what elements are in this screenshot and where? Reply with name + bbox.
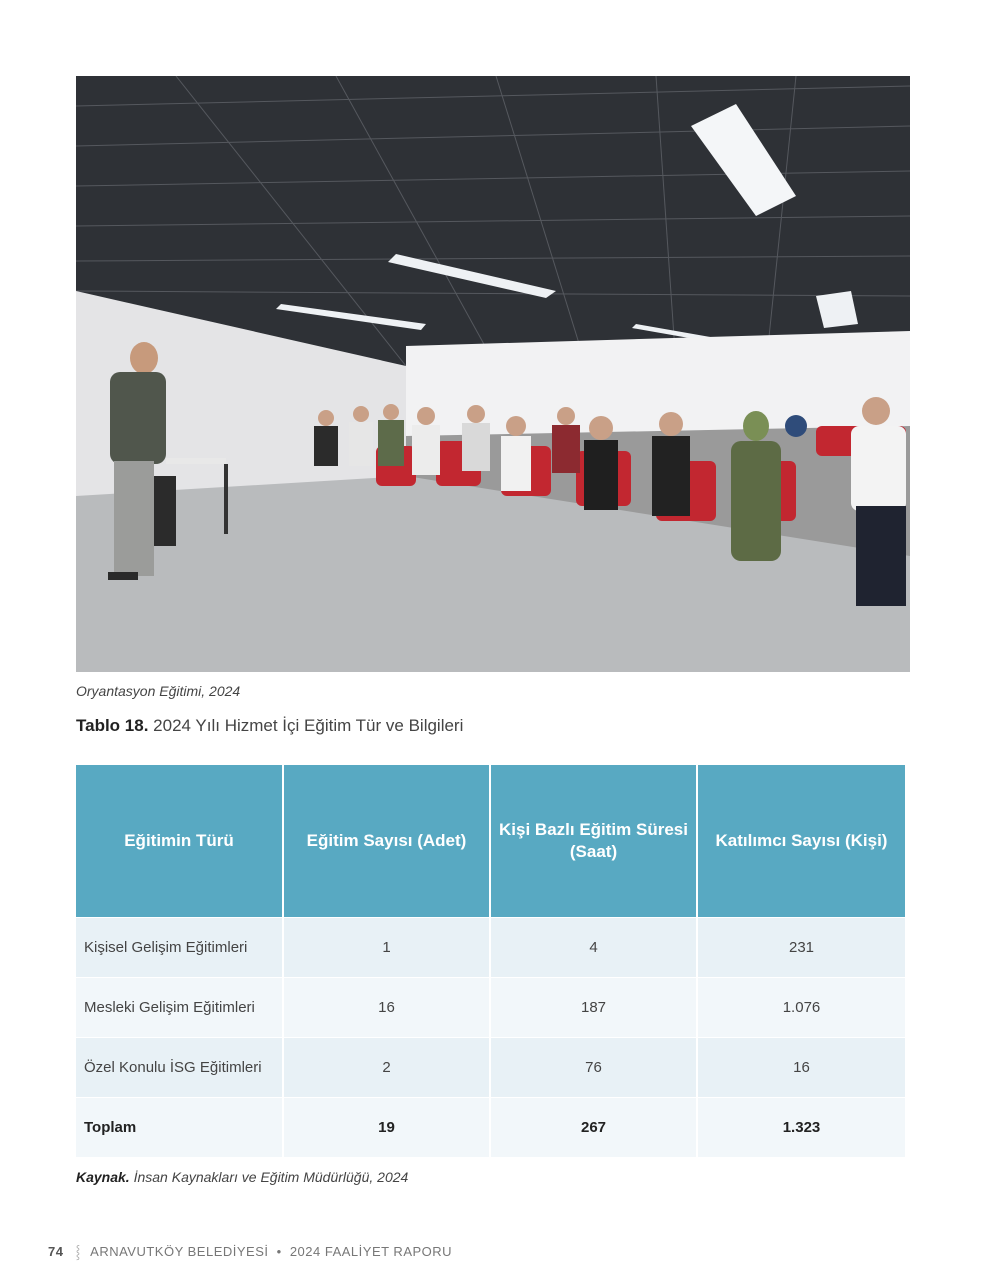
page-number: 74 [48, 1244, 64, 1259]
training-photo [76, 76, 910, 672]
cell-type: Kişisel Gelişim Eğitimleri [76, 918, 283, 978]
header-duration: Kişi Bazlı Eğitim Süresi (Saat) [490, 765, 697, 918]
cell-count: 2 [283, 1038, 490, 1098]
cell-participants: 1.323 [697, 1098, 905, 1158]
wave-divider-icon: ⸾ [75, 1244, 81, 1259]
table-row [76, 1038, 905, 1098]
page-footer [48, 1242, 452, 1260]
cell-participants: 231 [697, 918, 905, 978]
cell-count: 19 [283, 1098, 490, 1158]
cell-duration: 267 [490, 1098, 697, 1158]
header-participants: Katılımcı Sayısı (Kişi) [697, 765, 905, 918]
table-label: Tablo 18. [76, 716, 149, 735]
training-table [76, 765, 905, 1157]
source-note [76, 1169, 408, 1185]
footer-publisher: ARNAVUTKÖY BELEDİYESİ [90, 1244, 269, 1259]
source-text: İnsan Kaynakları ve Eğitim Müdürlüğü, 2024 [133, 1169, 409, 1185]
photo-caption: Oryantasyon Eğitimi, 2024 [76, 683, 241, 699]
cell-count: 16 [283, 978, 490, 1038]
cell-type: Özel Konulu İSG Eğitimleri [76, 1038, 283, 1098]
cell-duration: 187 [490, 978, 697, 1038]
table-total-row [76, 1098, 905, 1158]
cell-type: Toplam [76, 1098, 283, 1158]
footer-report: 2024 FAALİYET RAPORU [289, 1244, 453, 1259]
footer-separator: • [276, 1244, 282, 1259]
table-row [76, 918, 905, 978]
cell-duration: 76 [490, 1038, 697, 1098]
header-count: Eğitim Sayısı (Adet) [283, 765, 490, 918]
cell-count: 1 [283, 918, 490, 978]
cell-participants: 1.076 [697, 978, 905, 1038]
table-header-row [76, 765, 905, 918]
cell-type: Mesleki Gelişim Eğitimleri [76, 978, 283, 1038]
cell-duration: 4 [490, 918, 697, 978]
source-label: Kaynak. [76, 1169, 130, 1185]
table-title [76, 716, 463, 736]
header-type: Eğitimin Türü [76, 765, 283, 918]
cell-participants: 16 [697, 1038, 905, 1098]
table-row [76, 978, 905, 1038]
table-title-text: 2024 Yılı Hizmet İçi Eğitim Tür ve Bilgileri [153, 716, 464, 735]
